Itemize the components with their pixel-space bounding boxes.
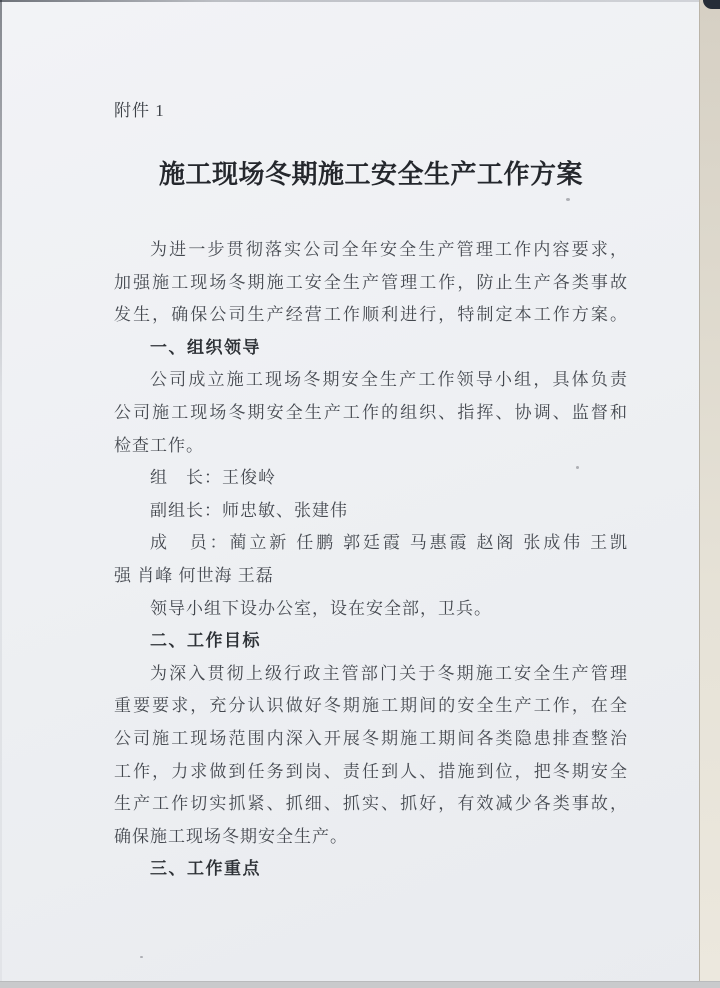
paragraph-line: 加强施工现场冬期施工安全生产管理工作，防止生产各类事故 — [114, 272, 628, 292]
paragraph-line: 确保施工现场冬期安全生产。 — [114, 826, 348, 846]
paragraph-line: 为深入贯彻上级行政主管部门关于冬期施工安全生产管理 — [150, 663, 628, 683]
members-line: 成 员：蔺立新 任鹏 郭廷霞 马惠霞 赵阁 张成伟 王凯 — [150, 533, 628, 553]
scan-speck — [140, 956, 143, 958]
attachment-label: 附件 1 — [114, 101, 165, 120]
paragraph-line: 公司施工现场冬期安全生产工作的组织、指挥、协调、监督和 — [114, 402, 628, 422]
paragraph-line: 检查工作。 — [114, 435, 204, 455]
paragraph-line: 公司成立施工现场冬期安全生产工作领导小组，具体负责 — [150, 370, 628, 390]
paragraph-line: 为进一步贯彻落实公司全年安全生产管理工作内容要求， — [150, 240, 628, 259]
members-line-continued: 强 肖峰 何世海 王磊 — [114, 565, 274, 585]
scan-edge-top — [0, 0, 720, 2]
deputy-leader-line: 副组长：师忠敏、张建伟 — [150, 500, 348, 520]
scan-speck — [566, 198, 570, 201]
paragraph-line: 生产工作切实抓紧、抓细、抓实、抓好，有效减少各类事故， — [114, 794, 628, 814]
scan-edge-right-strip — [699, 0, 720, 988]
document-body — [114, 234, 628, 886]
section-heading-goals: 二、工作目标 — [150, 631, 261, 651]
paragraph-line: 发生，确保公司生产经营工作顺利进行，特制定本工作方案。 — [114, 305, 628, 325]
scan-edge-left — [0, 0, 2, 988]
paragraph-line: 公司施工现场范围内深入开展冬期施工期间各类隐患排查整治 — [114, 728, 628, 748]
paragraph-line: 工作，力求做到任务到岗、责任到人、措施到位，把冬期安全 — [114, 761, 628, 781]
group-leader-line: 组 长：王俊岭 — [150, 468, 276, 488]
document-title: 施工现场冬期施工安全生产工作方案 — [158, 160, 583, 189]
section-heading-organization: 一、组织领导 — [150, 337, 261, 357]
paragraph-line: 重要要求，充分认识做好冬期施工期间的安全生产工作，在全 — [114, 696, 628, 716]
section-heading-priorities: 三、工作重点 — [150, 859, 261, 879]
scan-edge-bottom-strip — [0, 981, 720, 988]
office-line: 领导小组下设办公室，设在安全部，卫兵。 — [150, 598, 492, 618]
